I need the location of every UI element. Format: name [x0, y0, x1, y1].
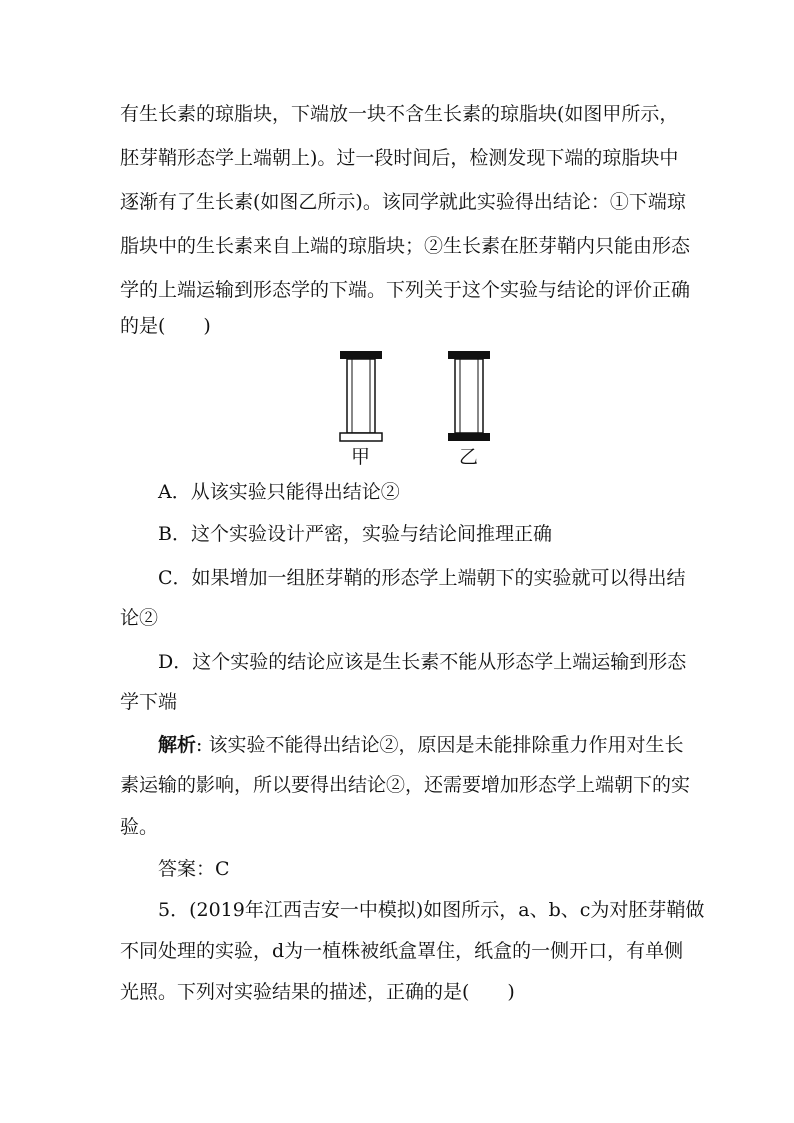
analysis-line1: [158, 733, 683, 757]
option-c-line2: 论②: [120, 607, 159, 629]
option-b: B．这个实验设计严密，实验与结论间推理正确: [158, 523, 552, 545]
option-d-line1: D．这个实验的结论应该是生长素不能从形态学上端运输到形态: [158, 651, 687, 673]
coleoptile-section: [347, 359, 375, 433]
stem-line: 逐渐有了生长素(如图乙所示)。该同学就此实验得出结论：①下端琼: [120, 191, 686, 213]
lower-agar-block-with-auxin: [448, 433, 490, 441]
experiment-figure: [330, 348, 500, 473]
coleoptile-diagram: [330, 348, 500, 448]
upper-agar-block-with-auxin: [340, 351, 382, 359]
figure-label-jia: 甲: [351, 446, 371, 468]
stem-line: 脂块中的生长素来自上端的琼脂块；②生长素在胚芽鞘内只能由形态: [120, 235, 691, 257]
option-c-line1: C．如果增加一组胚芽鞘的形态学上端朝下的实验就可以得出结: [158, 567, 686, 589]
stem-line: 的是( ): [120, 315, 211, 337]
stem-line: 有生长素的琼脂块，下端放一块不含生长素的琼脂块(如图甲所示，: [120, 103, 679, 125]
stem-line: 不同处理的实验，d为一植株被纸盒罩住，纸盒的一侧开口，有单侧: [120, 940, 684, 962]
answer: 答案：C: [158, 858, 230, 880]
figure-label-yi: 乙: [459, 446, 479, 468]
analysis-text: : 该实验不能得出结论②，原因是未能排除重力作用对生长: [196, 734, 684, 756]
option-d-line2: 学下端: [120, 691, 178, 713]
lower-agar-block-without-auxin: [340, 433, 382, 441]
analysis-label: 解析: [158, 734, 197, 756]
stem-line: 光照。下列对实验结果的描述，正确的是( ): [120, 981, 515, 1003]
analysis-line2: 素运输的影响，所以要得出结论②，还需要增加形态学上端朝下的实: [120, 774, 691, 796]
stem-line: 学的上端运输到形态学的下端。下列关于这个实验与结论的评价正确: [120, 279, 691, 301]
stem-line: 胚芽鞘形态学上端朝上)。过一段时间后，检测发现下端的琼脂块中: [120, 147, 679, 169]
analysis-line3: 验。: [120, 816, 159, 838]
upper-agar-block: [448, 351, 490, 359]
stem-line: 5．(2019年江西吉安一中模拟)如图所示，a、b、c为对胚芽鞘做: [158, 899, 705, 921]
coleoptile-section: [455, 359, 483, 433]
option-a: A．从该实验只能得出结论②: [158, 481, 400, 503]
